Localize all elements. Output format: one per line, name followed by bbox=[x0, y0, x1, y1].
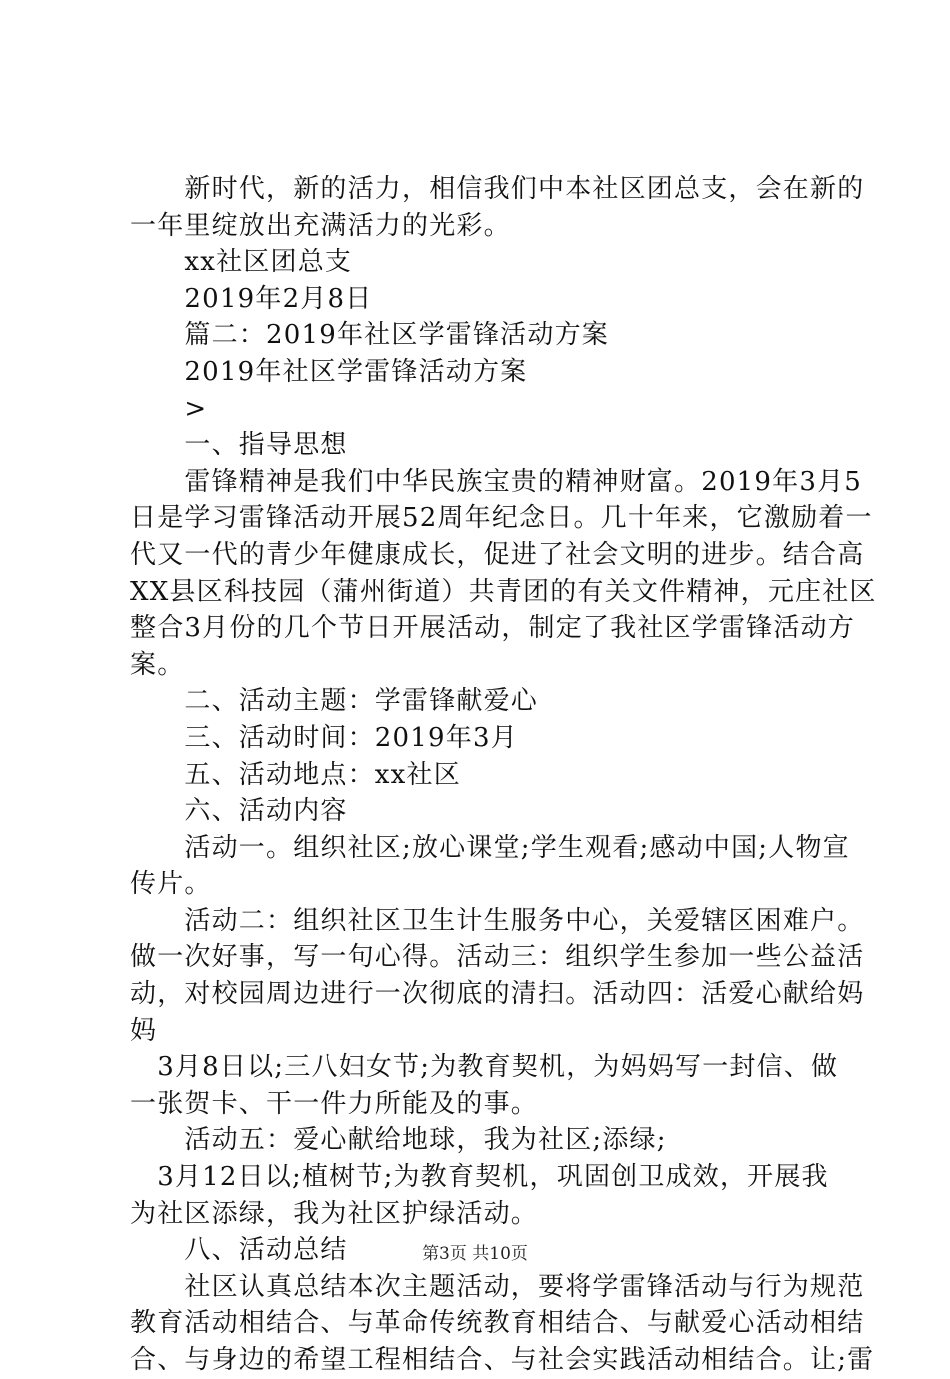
text-line: 教育活动相结合、与革命传统教育相结合、与献爱心活动相结 bbox=[130, 1308, 865, 1339]
section-heading: 八、活动总结 bbox=[130, 1235, 348, 1266]
document-title: 2019年社区学雷锋活动方案 bbox=[130, 356, 528, 387]
text-line: 动，对校园周边进行一次彻底的清扫。活动四：活爱心献给妈 bbox=[130, 979, 865, 1010]
section-heading: 六、活动内容 bbox=[130, 796, 348, 827]
text-line: 传片。 bbox=[130, 869, 212, 900]
text-line: 日是学习雷锋活动开展52周年纪念日。几十年来，它激励着一 bbox=[130, 503, 873, 534]
text-line: 为社区添绿，我为社区护绿活动。 bbox=[130, 1198, 539, 1229]
document-body bbox=[130, 171, 877, 1379]
text-line: 新时代，新的活力，相信我们中本社区团总支，会在新的 bbox=[130, 174, 865, 204]
section-heading: 五、活动地点：xx社区 bbox=[130, 759, 461, 790]
text-line: 一年里绽放出充满活力的光彩。 bbox=[130, 210, 511, 241]
text-line: 做一次好事，写一句心得。活动三：组织学生参加一些公益活 bbox=[130, 942, 865, 973]
text-line: 一张贺卡、干一件力所能及的事。 bbox=[130, 1088, 539, 1119]
text-line: 活动五：爱心献给地球，我为社区;添绿; bbox=[130, 1125, 667, 1156]
text-line: 活动一。组织社区;放心课堂;学生观看;感动中国;人物宣 bbox=[130, 832, 850, 863]
page-number-footer: 第3页 共10页 bbox=[422, 1244, 528, 1264]
text-line: 妈 bbox=[130, 1015, 158, 1046]
text-line: 代又一代的青少年健康成长，促进了社会文明的进步。结合高 bbox=[130, 539, 865, 570]
text-line: 社区认真总结本次主题活动，要将学雷锋活动与行为规范 bbox=[130, 1271, 865, 1302]
text-line: 合、与身边的希望工程相结合、与社会实践活动相结合。让;雷 bbox=[130, 1345, 875, 1375]
section-heading: 篇二：2019年社区学雷锋活动方案 bbox=[130, 320, 609, 351]
text-line: 2019年2月8日 bbox=[130, 283, 373, 314]
text-line: 3月12日以;植树节;为教育契机，巩固创卫成效，开展我 bbox=[130, 1162, 829, 1193]
text-line: 雷锋精神是我们中华民族宝贵的精神财富。2019年3月5 bbox=[130, 466, 863, 497]
text-line: 活动二：组织社区卫生计生服务中心，关爱辖区困难户。 bbox=[130, 905, 865, 936]
section-heading: 三、活动时间：2019年3月 bbox=[130, 722, 518, 753]
section-heading: 二、活动主题：学雷锋献爱心 bbox=[130, 686, 539, 717]
section-heading: 一、指导思想 bbox=[130, 430, 348, 461]
text-line: 3月8日以;三八妇女节;为教育契机，为妈妈写一封信、做 bbox=[130, 1052, 839, 1083]
text-line: xx社区团总支 bbox=[130, 247, 353, 278]
text-line: > bbox=[130, 393, 208, 424]
text-line: 整合3月份的几个节日开展活动，制定了我社区学雷锋活动方 bbox=[130, 613, 855, 644]
text-line: 案。 bbox=[130, 649, 185, 680]
text-line: XX县区科技园（蒲州街道）共青团的有关文件精神，元庄社区 bbox=[130, 576, 877, 607]
